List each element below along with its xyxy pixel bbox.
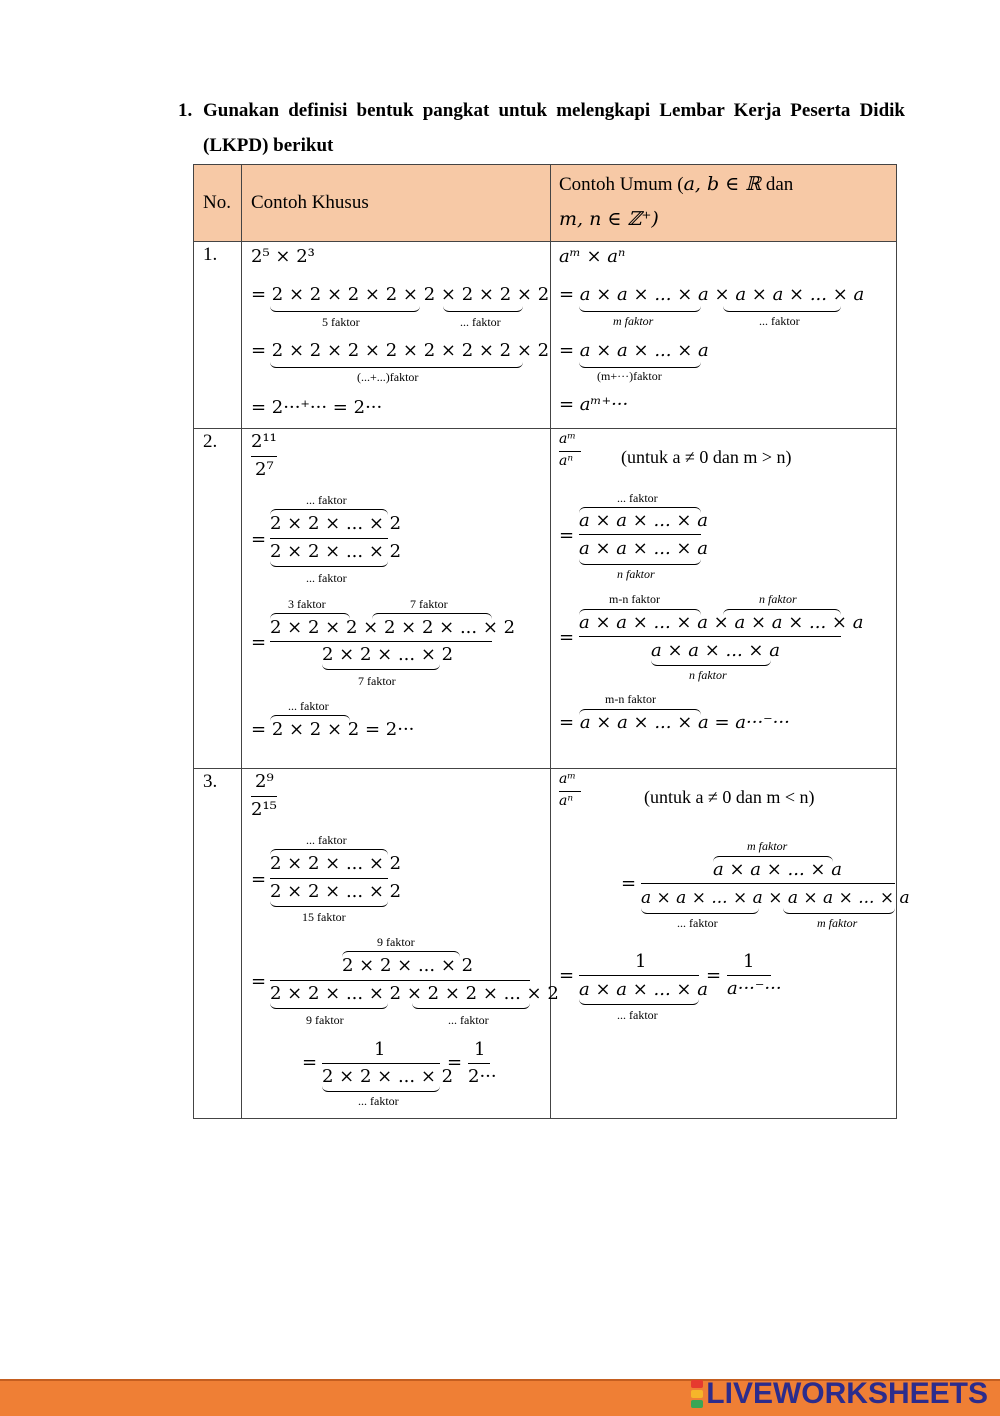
contoh-khusus-cell: 2¹¹ 2⁷ ... faktor = 2 × 2 × ... × 2 2 × 2 × ... × 2 ... faktor 3 faktor 7 faktor = 2 × 2 × 2 × 2 × 2 × ... × 2 2 × 2 × ... × 2 7 faktor ... faktor = 2 × 2 × 2 = 2··· (242, 429, 551, 769)
condition-text: (untuk a ≠ 0 dan m > n) (621, 447, 792, 467)
fraction-bar (270, 980, 530, 981)
underbrace (783, 908, 895, 914)
fraction-denominator: aⁿ (559, 453, 574, 469)
condition-text: (untuk a ≠ 0 dan m < n) (644, 787, 815, 807)
fraction-denominator: aⁿ (559, 793, 574, 809)
fraction-denominator: 2 × 2 × ... × 2 (322, 1066, 454, 1087)
header-contoh-umum: Contoh Umum (a, b ∈ ℝ dan m, n ∈ ℤ⁺) (551, 165, 897, 242)
expr-line: = a × a × ... × a × a × a × ... × a (559, 284, 865, 305)
brace-label: ... faktor (759, 314, 800, 328)
fraction-numerator: aᵐ (559, 431, 576, 447)
fraction-numerator: 2 × 2 × ... × 2 (270, 853, 402, 874)
row-number: 2. (194, 429, 242, 769)
underbrace (270, 561, 388, 567)
expr-line: = aᵐ⁺··· (559, 394, 629, 415)
fraction-denominator: 2¹⁵ (251, 799, 277, 820)
underbrace (270, 362, 523, 368)
fraction-numerator: 2¹¹ (251, 431, 277, 452)
fraction-denominator: a × a × ... × a × a × a × ... × a (641, 888, 910, 908)
fraction-numerator: 2⁹ (255, 771, 274, 792)
expr-head: 2⁵ × 2³ (251, 246, 315, 267)
brace-label: ... faktor (617, 1008, 658, 1022)
underbrace (579, 362, 701, 368)
contoh-khusus-cell: 2⁹ 2¹⁵ ... faktor = 2 × 2 × ... × 2 2 × 2 × ... × 2 15 faktor 9 faktor 2 × 2 × ... × 2 = 2 × 2 × ... × 2 × 2 × 2 × ... × 2 9 faktor ... faktor = 1 2 × 2 × ... × 2 ... faktor = 1 2··· (242, 769, 551, 1119)
fraction-bar (270, 641, 492, 642)
expr-line: = 2 × 2 × 2 × 2 × 2 × 2 × 2 × 2 (251, 340, 550, 361)
question-number: 1. (178, 100, 193, 121)
fraction-bar (559, 791, 581, 792)
fraction-bar (270, 538, 388, 539)
fraction-numerator: a × a × ... × a × a × a × ... × a (579, 612, 864, 633)
fraction-bar (641, 883, 895, 884)
brand-text: LIVEWORKSHEETS (706, 1376, 988, 1410)
brace-label: 3 faktor (288, 597, 326, 611)
question-text: Gunakan definisi bentuk pangkat untuk melengkapi Lembar Kerja Peserta Didik (LKPD) berikut (203, 100, 905, 156)
fraction-denominator: a × a × ... × a (579, 538, 708, 559)
table-row (194, 429, 897, 769)
brace-label: ... faktor (358, 1094, 399, 1108)
brace-label: ... faktor (306, 833, 347, 847)
brace-label: 5 faktor (322, 315, 360, 329)
row-number: 1. (194, 242, 242, 429)
header-no: No. (194, 165, 242, 242)
brace-label: n faktor (689, 668, 727, 682)
brace-label: ... faktor (448, 1013, 489, 1027)
brace-label: ... faktor (288, 699, 329, 713)
fraction-bar (727, 975, 771, 976)
brace-label: 7 faktor (410, 597, 448, 611)
table-row (194, 769, 897, 1119)
header-contoh-khusus: Contoh Khusus (242, 165, 551, 242)
fraction-bar (270, 878, 388, 879)
underbrace (651, 660, 771, 666)
row-number: 3. (194, 769, 242, 1119)
expr-line: = 2···⁺··· = 2··· (251, 397, 383, 418)
expr-line: = 2 × 2 × 2 × 2 × 2 × 2 × 2 × 2 (251, 284, 550, 305)
contoh-umum-cell (551, 242, 897, 429)
underbrace (322, 664, 440, 670)
underbrace (579, 999, 699, 1005)
table-row (194, 242, 897, 429)
brace-label: ... faktor (460, 315, 501, 329)
fraction-bar (251, 796, 277, 797)
underbrace (412, 1003, 530, 1009)
contoh-umum-cell: aᵐ aⁿ (untuk a ≠ 0 dan m > n) ... faktor = a × a × ... × a a × a × ... × a n faktor m-n faktor n faktor = a × a × ... × a × a × a × ... × a a × a × ... × a n faktor m-n faktor = a × a × ... × a = a···⁻··· (551, 429, 897, 769)
underbrace (723, 306, 841, 312)
fraction-numerator: 1 (743, 951, 755, 972)
fraction-denominator: a × a × ... × a (579, 979, 708, 1000)
underbrace (270, 901, 388, 907)
fraction-denominator: 2 × 2 × ... × 2 × 2 × 2 × ... × 2 (270, 983, 559, 1004)
brace-label: 7 faktor (358, 674, 396, 688)
fraction-numerator: aᵐ (559, 771, 576, 787)
brace-label: ... faktor (306, 493, 347, 507)
liveworksheets-logo[interactable] (691, 1376, 988, 1411)
fraction-bar (322, 1063, 440, 1064)
fraction-bar (579, 975, 699, 976)
underbrace (579, 306, 701, 312)
brace-label: ... faktor (306, 571, 347, 585)
underbrace (579, 559, 701, 565)
brace-label: n faktor (759, 592, 797, 606)
brace-label: ... faktor (617, 491, 658, 505)
fraction-bar (468, 1063, 490, 1064)
fraction-denominator: a···⁻··· (727, 978, 782, 999)
lkpd-table (193, 164, 910, 1119)
fraction-bar (579, 534, 701, 535)
liveworksheets-icon (691, 1379, 703, 1409)
brace-label: m faktor (747, 839, 788, 853)
brace-label: (...+...)faktor (357, 370, 419, 384)
fraction-numerator: 2 × 2 × ... × 2 (270, 513, 402, 534)
brace-label: m faktor (613, 314, 654, 328)
brace-label: (m+···)faktor (597, 369, 662, 383)
fraction-numerator: 1 (635, 951, 647, 972)
brace-label: m faktor (817, 916, 858, 930)
fraction-bar (559, 451, 581, 452)
fraction-numerator: 1 (474, 1039, 486, 1060)
fraction-numerator: 1 (374, 1039, 386, 1060)
brace-label: m-n faktor (605, 692, 656, 706)
underbrace (443, 306, 523, 312)
brace-label: m-n faktor (609, 592, 660, 606)
fraction-denominator: 2 × 2 × ... × 2 (270, 881, 402, 902)
brace-label: n faktor (617, 567, 655, 581)
brace-label: 15 faktor (302, 910, 346, 924)
fraction-numerator: a × a × ... × a (579, 510, 708, 531)
fraction-denominator: a × a × ... × a (651, 640, 780, 661)
fraction-numerator: a × a × ... × a (713, 859, 842, 880)
underbrace (270, 1003, 388, 1009)
fraction-numerator: 2 × 2 × 2 × 2 × 2 × ... × 2 (270, 617, 516, 638)
fraction-bar (251, 456, 277, 457)
expr-head: aᵐ × aⁿ (559, 246, 626, 267)
fraction-denominator: 2 × 2 × ... × 2 (322, 644, 454, 665)
underbrace (270, 306, 420, 312)
underbrace (322, 1086, 440, 1092)
brace-label: ... faktor (677, 916, 718, 930)
fraction-denominator: 2 × 2 × ... × 2 (270, 541, 402, 562)
brace-label: 9 faktor (306, 1013, 344, 1027)
fraction-denominator: 2⁷ (255, 459, 274, 480)
expr-line: = a × a × ... × a (559, 340, 709, 361)
fraction-numerator: 2 × 2 × ... × 2 (342, 955, 474, 976)
contoh-khusus-cell (242, 242, 551, 429)
question (178, 93, 905, 163)
fraction-denominator: 2··· (468, 1066, 497, 1087)
fraction-bar (579, 636, 841, 637)
table-header-row (194, 165, 897, 242)
brace-label: 9 faktor (377, 935, 415, 949)
underbrace (641, 908, 759, 914)
contoh-umum-cell: aᵐ aⁿ (untuk a ≠ 0 dan m < n) m faktor a × a × ... × a = a × a × ... × a × a × a × ... × a ... faktor m faktor = 1 a × a × ... × a ... faktor = 1 a···⁻··· (551, 769, 897, 1119)
